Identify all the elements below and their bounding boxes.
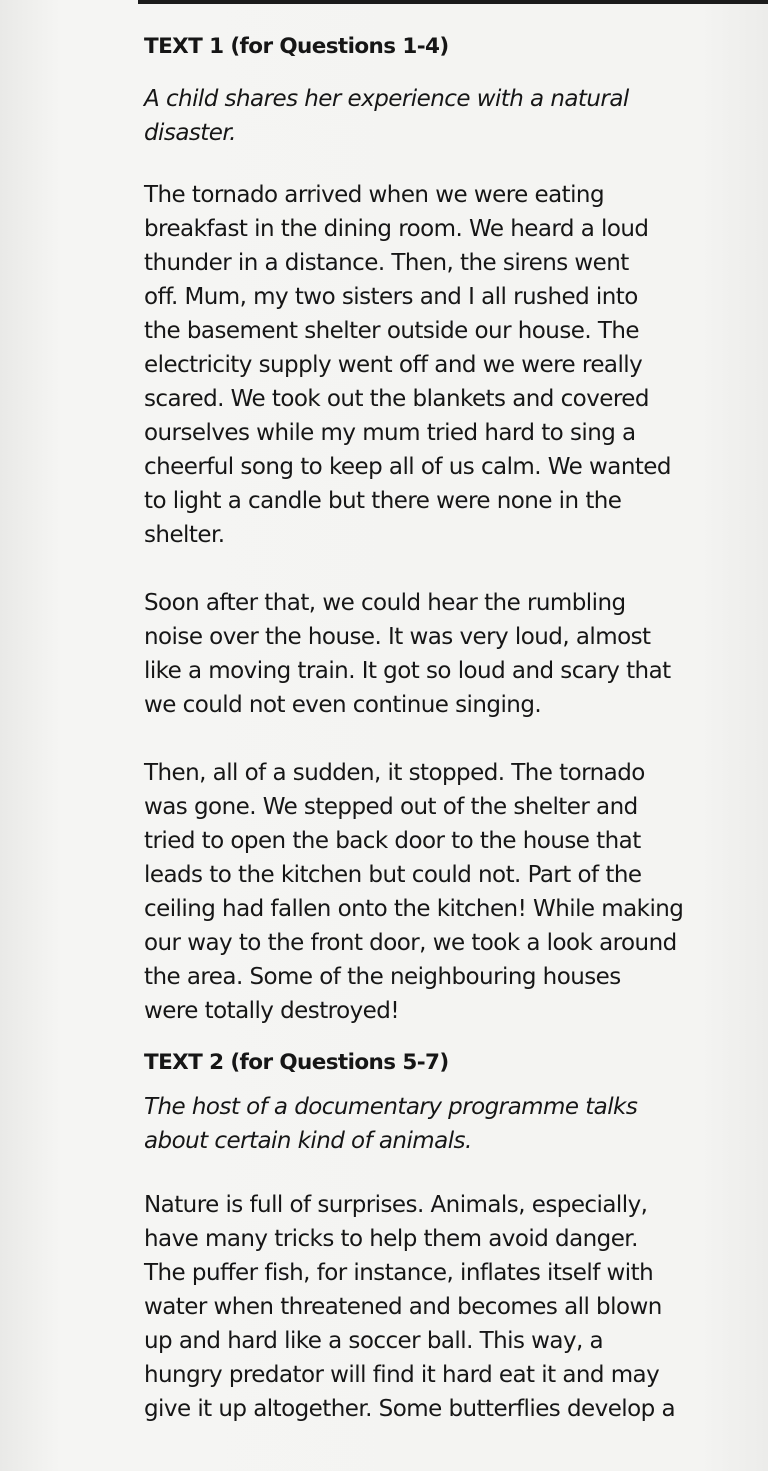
text2-heading: TEXT 2 (for Questions 5-7) (144, 1050, 449, 1075)
text2-intro: The host of a documentary programme talks about certain kind of animals. (144, 1094, 638, 1154)
text1-paragraph-2: Soon after that, we could hear the rumbling noise over the house. It was very loud, almost like a moving train. It got so loud and scary that we could not even continue singing. (144, 590, 671, 718)
top-rule (138, 0, 768, 4)
text2-paragraph-1: Nature is full of surprises. Animals, especially, have many tricks to help them avoid danger. The puffer fish, for instance, inflates itself with water when threatened and becomes all blown up and hard like a soccer ball. This way, a hungry predator will find it hard eat it and may give it up altogether. Some butterflies develop a (144, 1192, 676, 1422)
text1-intro: A child shares her experience with a natural disaster. (144, 86, 629, 146)
text1-paragraph-1: The tornado arrived when we were eating breakfast in the dining room. We heard a loud thunder in a distance. Then, the sirens went off. Mum, my two sisters and I all rushed into the basement shelter outside our house. The electricity supply went off and we were really scared. We took out the blankets and covered ourselves while my mum tried hard to sing a cheerful song to keep all of us calm. We wanted to light a candle but there were none in the shelter. (144, 182, 671, 548)
text1-paragraph-3: Then, all of a sudden, it stopped. The tornado was gone. We stepped out of the shelter and tried to open the back door to the house that leads to the kitchen but could not. Part of the ceiling had fallen onto the kitchen! While making our way to the front door, we took a look around the area. Some of the neighbouring houses were totally destroyed! (144, 760, 684, 1024)
text1-heading: TEXT 1 (for Questions 1-4) (144, 34, 449, 59)
page-content (144, 30, 734, 1426)
